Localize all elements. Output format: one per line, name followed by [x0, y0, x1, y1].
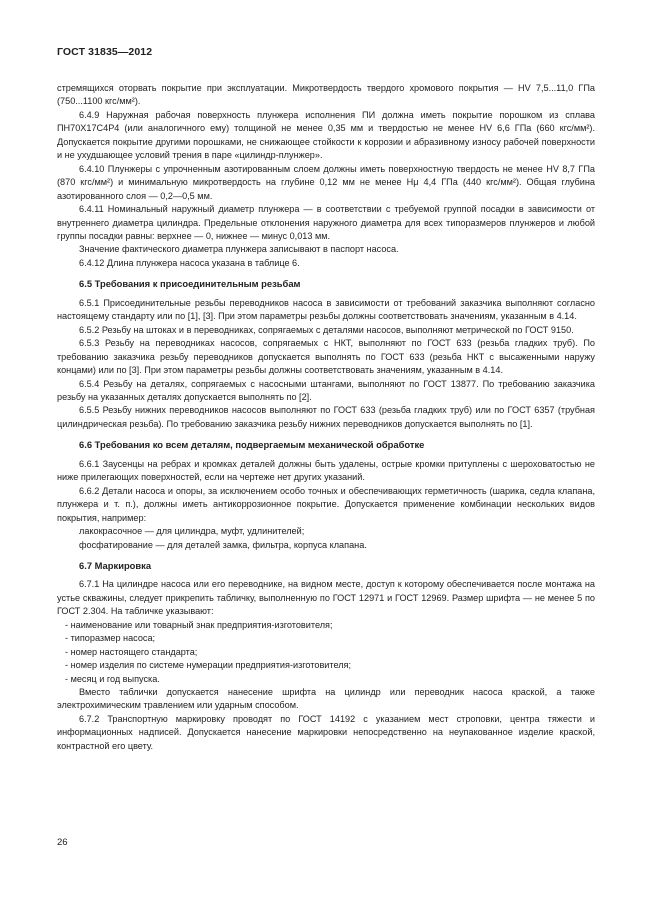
- paragraph: стремящихся оторвать покрытие при эксплуатации. Микротвердость твердого хромового покрытия — HV 7,5...11,0 ГПа (750...1100 кгс/мм²).: [57, 83, 595, 107]
- list-item: - месяц и год выпуска.: [65, 673, 160, 684]
- paragraph-6-4-9: 6.4.9 Наружная рабочая поверхность плунжера исполнения ПИ должна иметь покрытие порошком из сплава ПН70Х17С4Р4 (или аналогичного ему) толщиной не менее 0,35 мм и твердостью не менее HV 6,6 ГПа (660 кгс/мм²). Допускается покрытие другими порошками, не снижающее стойкости к коррозии и абразивному износу рабочей поверхности и не ухудшающее условий трения в паре «цилиндр-плунжер».: [57, 109, 595, 161]
- section-heading-6-6: 6.6 Требования ко всем деталям, подвергаемым механической обработке: [79, 439, 425, 451]
- paragraph: Значение фактического диаметра плунжера записывают в паспорт насоса.: [79, 244, 399, 255]
- list-item: - номер изделия по системе нумерации предприятия-изготовителя;: [65, 660, 352, 671]
- paragraph-6-4-10: 6.4.10 Плунжеры с упрочненным азотированным слоем должны иметь поверхностную твердость не менее HV 8,7 ГПа (870 кгс/мм²) и минимальную микротвердость на глубине 0,12 мм не менее Hμ 4,4 ГПа (440 кгс/мм²). Общая глубина азотированного слоя — 0,2—0,5 мм.: [57, 163, 595, 201]
- list-item: - наименование или товарный знак предприятия-изготовителя;: [65, 619, 333, 630]
- page-number: 26: [57, 837, 68, 848]
- paragraph-6-7-2: 6.7.2 Транспортную маркировку проводят по ГОСТ 14192 с указанием мест строповки, центра тяжести и информационных надписей. Допускается нанесение маркировки непосредственно на неупакованное изделие краской, контрастной его цвету.: [57, 713, 595, 751]
- list-item: фосфатирование — для деталей замка, фильтра, корпуса клапана.: [79, 539, 367, 550]
- paragraph-6-5-2: 6.5.2 Резьбу на штоках и в переводниках, сопрягаемых с деталями насосов, выполняют метрической по ГОСТ 9150.: [79, 324, 574, 335]
- paragraph-6-5-3: 6.5.3 Резьбу на переводниках насосов, сопрягаемых с НКТ, выполняют по ГОСТ 633 (резьба гладких труб). По требованию заказчика резьбу переводников допускается выполнять по ГОСТ 633 (резьба НКТ с высаженными наружу концами) или по [3]. При этом параметры резьбы должны соответствовать значениям, указанным в 4.14.: [57, 338, 595, 376]
- paragraph-6-4-12: 6.4.12 Длина плунжера насоса указана в таблице 6.: [79, 257, 300, 268]
- document-header: ГОСТ 31835—2012: [57, 46, 153, 58]
- paragraph-6-6-1: 6.6.1 Заусенцы на ребрах и кромках деталей должны быть удалены, острые кромки притуплены с шероховатостью не ниже прилегающих поверхностей, если на чертеже нет других указаний.: [57, 458, 595, 483]
- list-item: - типоразмер насоса;: [65, 633, 156, 644]
- section-heading-6-7: 6.7 Маркировка: [79, 559, 152, 571]
- document-body: [57, 82, 595, 753]
- section-heading-6-5: 6.5 Требования к присоединительным резьбам: [79, 278, 301, 290]
- paragraph-6-7-1: 6.7.1 На цилиндре насоса или его переводнике, на видном месте, доступ к которому обеспечивается после монтажа на устье скважины, следует прикрепить табличку, выполненную по ГОСТ 12971 и ГОСТ 12969. Размер шрифта — не менее 5 по ГОСТ 2.304. На табличке указывают:: [57, 579, 595, 617]
- paragraph-6-5-1: 6.5.1 Присоединительные резьбы переводников насоса в зависимости от требований заказчика выполняют согласно настоящему стандарту или по [1], [3]. При этом параметры резьбы должны соответствовать значениям, указанным в 4.14.: [57, 297, 595, 322]
- paragraph: Вместо таблички допускается нанесение шрифта на цилиндр или переводник насоса краской, а также электрохимическим травлением или ударным способом.: [57, 687, 595, 711]
- paragraph-6-5-4: 6.5.4 Резьбу на деталях, сопрягаемых с насосными штангами, выполняют по ГОСТ 13877. По требованию заказчика резьбу на указанных деталях допускается выполнять по [2].: [57, 378, 595, 402]
- list-item: лакокрасочное — для цилиндра, муфт, удлинителей;: [79, 526, 305, 537]
- paragraph-6-5-5: 6.5.5 Резьбу нижних переводников насосов выполняют по ГОСТ 633 (резьба гладких труб) или по ГОСТ 6357 (трубная цилиндрическая резьба). По требованию заказчика резьбу нижних переводников допускается выполнять по [1].: [57, 405, 595, 429]
- paragraph-6-4-11: 6.4.11 Номинальный наружный диаметр плунжера — в соответствии с требуемой группой посадки в зависимости от внутреннего диаметра цилиндра. Предельные отклонения наружного диаметра для всех типоразмеров плунжеров и любой группы посадки равны: верхнее — 0, нижнее — минус 0,013 мм.: [57, 204, 595, 241]
- list-item: - номер настоящего стандарта;: [65, 646, 198, 657]
- paragraph-6-6-2: 6.6.2 Детали насоса и опоры, за исключением особо точных и обеспечивающих герметичность (шарика, седла клапана, плунжера и т. п.), должны иметь антикоррозионное покрытие. Допускается применение комбинации нескольких видов покрытия, например:: [57, 485, 595, 523]
